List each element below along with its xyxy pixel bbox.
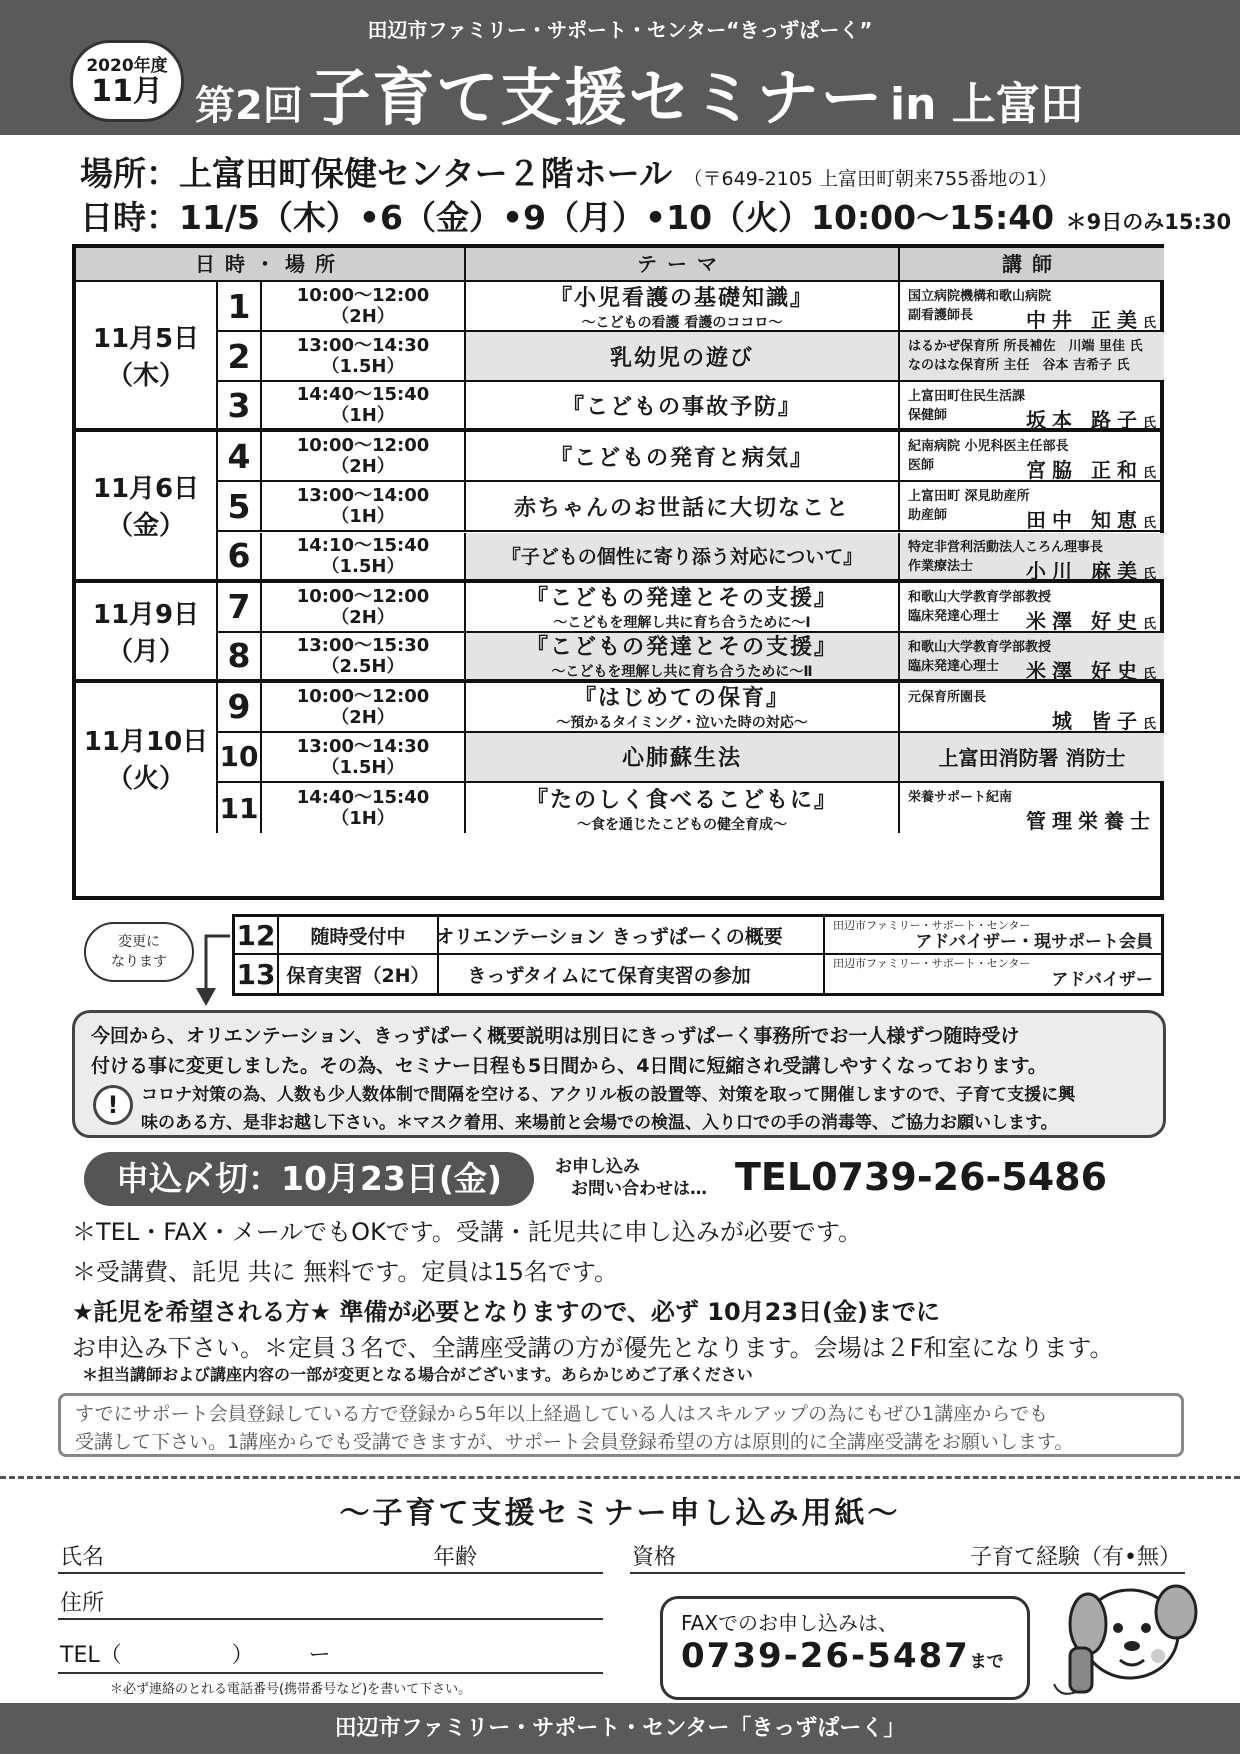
session-instructor [900,332,1164,382]
extra-name: アドバイザー・現サポート会員 [915,932,1153,952]
bubble-line-2: なります [111,954,167,970]
theme-title: 赤ちゃんのお世話に大切なこと [513,495,850,521]
venue-label: 場所：上富田町保健センター２階ホール [80,154,673,193]
session-instructor [900,432,1164,482]
session-time [262,282,466,332]
extra-instructor [825,917,1161,955]
session-number: 10 [218,733,262,783]
session-theme [466,533,900,583]
honorific: 氏 [1142,666,1156,682]
qualification-field[interactable] [630,1536,1185,1574]
session-instructor [900,533,1164,583]
event-dates [80,192,1231,239]
instructor-name-text: 小川 麻美 [1026,558,1143,583]
instructor-name-text: 坂本 路子 [1026,408,1143,433]
notice-line-4: 味のある方、是非お越し下さい。＊マスク着用、来場前と会場での検温、入り口での手の消毒等、ご協力お願いします。 [141,1113,1058,1133]
extra-no: 12 [235,917,279,955]
instructor-org: 和歌山大学教育学部教授 [908,639,1052,655]
phone-number: TEL0739-26-5486 [735,1155,1108,1199]
mascot-dog-icon [1040,1572,1220,1702]
session-theme [466,633,900,683]
day-cell [76,432,218,582]
instructor-name-text: 城 皆子 [1052,708,1143,733]
extra-label: 随時受付中 [279,917,439,955]
cut-line [0,1476,1240,1479]
year-month-badge [70,40,184,122]
time-range: 14:10〜15:40 [296,534,430,556]
session-time [262,382,466,432]
instructor-name-text: 中井 正美 [1026,308,1143,332]
session-theme [466,332,900,382]
day-weekday: （金） [106,511,185,542]
day-weekday: （月） [106,636,185,667]
instructor-org: 紀南病院 小児科医主任部長 [908,439,1069,455]
session-instructor [900,683,1164,733]
deadline-badge: 申込〆切：10月23日(金) [84,1152,534,1206]
session-time [262,482,466,532]
year-label: 2020年度 [86,56,168,76]
instructor-org: 元保育所園長 [908,689,987,705]
instructor-name [1026,805,1156,834]
session-time [262,533,466,583]
session-theme [466,783,900,833]
instructor-role: 臨床発達心理士 [908,658,1000,674]
instructor-role: 副看護師長 [908,308,974,323]
day-cell [76,583,218,683]
bubble-line-1: 変更に [118,934,160,950]
session-number: 8 [218,633,262,683]
name-field[interactable] [58,1536,603,1574]
instructor-org: 上富田町 深見助産所 [908,489,1030,505]
time-duration: （2H） [331,306,395,328]
instructor-name [1026,655,1156,684]
time-range: 14:40〜15:40 [296,384,430,406]
info-line-4: お申込み下さい。＊定員３名で、全講座受講の方が優先となります。会場は２F和室になります。 [72,1334,1114,1362]
time-range: 13:00〜14:00 [296,485,430,507]
instructor-name [1052,705,1156,734]
month-label: 11月 [91,74,163,109]
day-date: 11月10日 [83,726,209,757]
skill-line-2: 受講して下さい。1講座からでも受講できますが、サポート会員登録希望の方は原則的に全講座受講をお願いします。 [75,1431,1074,1453]
fax-label: FAXでのお申し込みは、 [681,1611,899,1635]
time-duration: （2H） [331,456,395,478]
extra-name: アドバイザー [1051,970,1153,990]
extra-org: 田辺市ファミリー・サポート・センター [833,957,1031,970]
session-instructor [900,382,1164,432]
extra-org: 田辺市ファミリー・サポート・センター [833,919,1031,932]
time-duration: （1H） [331,506,395,528]
theme-subtitle: 〜こどもを理解し共に育ち合うために〜Ⅰ [553,615,811,632]
info-line-1: ＊TEL・FAX・メールでもOKです。受講・託児共に申し込みが必要です。 [72,1218,862,1246]
dates-label: 日時：11/5（木）•6（金）•9（月）•10（火）10:00〜15:40 [80,198,1055,237]
tel-note: ＊必ず連絡のとれる電話番号(携帯番号など)を書いて下さい。 [110,1682,472,1697]
contact-line-1: お申し込み [555,1157,640,1177]
contact-label [555,1156,707,1200]
day-weekday: （火） [106,763,185,794]
info-line-3: ★託児を希望される方★ 準備が必要となりますので、必ず 10月23日(金)までに [72,1298,940,1326]
header-theme: テーマ [466,248,900,282]
honorific: 氏 [1142,566,1156,582]
session-number: 5 [218,482,262,532]
schedule-table [72,244,1164,900]
instructor-org: 和歌山大学教育学部教授 [908,589,1052,605]
theme-title: 『こどもの事故予防』 [561,394,802,420]
notice-line-1: 今回から、オリエンテーション、きっずぱーく概要説明は別日にきっずぱーく事務所でお一人様ずつ随時受け [91,1025,1020,1047]
instructor-line [908,304,1156,332]
instructor-name-text: 米澤 好史 [1026,658,1143,683]
instructor-name [1026,404,1156,433]
instructor-role: 作業療法士 [908,558,974,574]
theme-title: 『こどもの発達とその支援』 [525,635,838,661]
instructor-name: 上富田消防署 消防士 [938,746,1126,771]
honorific: 氏 [1142,416,1156,432]
experience-label: 子育て経験（有•無） [970,1545,1181,1570]
day-weekday: （木） [106,361,185,392]
session-number: 4 [218,432,262,482]
instructor-line [908,555,1156,583]
theme-title: 『こどもの発達とその支援』 [525,586,838,612]
time-duration: （2H） [331,706,395,728]
instructor-line [908,404,1156,433]
session-instructor [900,733,1164,783]
page-title [195,48,1084,137]
address-field[interactable] [58,1582,603,1620]
session-instructor [900,583,1164,633]
instructor-org: 上富田町住民生活課 [908,389,1026,405]
change-bubble [84,922,194,982]
instructor-name-text: 米澤 好史 [1026,608,1143,633]
venue [80,148,1057,195]
session-time [262,683,466,733]
title-suffix: in 上富田 [890,79,1084,130]
time-duration: （1H） [331,405,395,427]
header-instructor: 講師 [900,248,1164,282]
skillup-box [58,1393,1184,1457]
session-instructor [900,783,1164,833]
day-cell [76,282,218,432]
footer-band: 田辺市ファミリー・サポート・センター「きっずぱーく」 [0,1703,1240,1754]
theme-title: 『小児看護の基礎知識』 [549,285,814,311]
time-duration: （2.5H） [321,655,405,677]
session-time [262,583,466,633]
notice-line-2: 付ける事に変更しました。その為、セミナー日程も5日間から、4日間に短縮され受講しやすくなっております。 [91,1055,1047,1077]
fax-box [660,1596,1030,1700]
honorific: 氏 [1142,466,1156,482]
instructor-name-text: 田中 知恵 [1026,508,1143,533]
session-theme [466,282,900,332]
time-range: 14:40〜15:40 [296,787,430,809]
time-range: 10:00〜12:00 [296,435,430,457]
session-number: 1 [218,282,262,332]
instructor-role: なのはな保育所 主任 谷本 吉希子 氏 [908,358,1130,374]
theme-title: 『たのしく食べるこどもに』 [525,787,838,813]
venue-address: （〒649-2105 上富田町朝来755番地の1） [683,168,1058,190]
instructor-line [908,605,1156,633]
extra-no: 13 [235,955,279,993]
title-main: 子育て支援セミナー [308,61,885,134]
instructor-name [1026,605,1156,634]
instructor-role: 保健師 [908,408,948,424]
session-time [262,783,466,833]
instructor-org: 国立病院機構和歌山病院 [908,289,1052,304]
session-number: 11 [218,783,262,833]
session-theme [466,432,900,482]
instructor-name [1026,504,1156,533]
theme-subtitle: 〜こどもを理解し共に育ち合うために〜Ⅱ [551,664,813,681]
session-number: 6 [218,533,262,583]
session-instructor [900,482,1164,532]
time-duration: （1.5H） [321,356,405,378]
qualification-label: 資格 [632,1545,677,1570]
time-duration: （1.5H） [321,555,405,577]
day-cell [76,683,218,833]
instructor-name [1026,555,1156,584]
instructor-name [1026,454,1156,483]
instructor-line [908,655,1156,683]
dates-note: ＊9日のみ15:30 [1065,210,1232,234]
extra-sessions [232,914,1164,996]
session-theme [466,683,900,733]
session-theme [466,583,900,633]
instructor-role: 助産師 [908,508,948,524]
session-time [262,432,466,482]
instructor-line [908,504,1156,533]
title-prefix: 第2回 [195,83,303,129]
time-duration: （2H） [331,606,395,628]
theme-title: 乳幼児の遊び [609,345,754,371]
theme-subtitle: 〜こどもの看護 看護のココロ〜 [581,314,783,331]
session-theme [466,382,900,432]
instructor-line [908,454,1156,483]
tel-label: TEL（ ） ー [60,1643,331,1668]
age-label: 年齢 [433,1545,478,1570]
info-line-2: ＊受講費、託児 共に 無料です。定員は15名です。 [72,1258,618,1286]
honorific: 氏 [1142,616,1156,632]
theme-title: 『こどもの発育と病気』 [549,445,814,471]
time-range: 10:00〜12:00 [296,285,430,307]
session-instructor [900,282,1164,332]
instructor-org: はるかぜ保育所 所長補佐 川端 里佳 氏 [908,339,1143,355]
contact-line-2: お問い合わせは… [571,1179,707,1199]
instructor-role: 臨床発達心理士 [908,608,1000,624]
day-date: 11月9日 [92,599,200,630]
theme-title: 心肺蘇生法 [621,746,742,772]
time-duration: （1.5H） [321,756,405,778]
skill-line-1: すでにサポート会員登録している方で登録から5年以上経過している人はスキルアップの為にもぜひ1講座からでも [75,1403,1049,1425]
instructor-org: 栄養サポート紀南 [908,790,1013,805]
extra-label: 保育実習（2H） [279,955,439,993]
session-number: 7 [218,583,262,633]
time-range: 10:00〜12:00 [296,585,430,607]
time-range: 13:00〜14:30 [296,335,430,357]
notice-line-3: コロナ対策の為、人数も少人数体制で間隔を空ける、アクリル板の設置等、対策を取って開催しますので、子育て支援に興 [141,1085,1076,1105]
extra-instructor [825,955,1161,993]
day-date: 11月5日 [92,324,200,355]
fax-suffix: まで [969,1652,1004,1672]
header-date: 日時・場所 [76,248,466,282]
notice-box [72,1010,1166,1138]
session-theme [466,733,900,783]
form-title: 〜子育て支援セミナー申し込み用紙〜 [339,1496,901,1531]
organizer-name: 田辺市ファミリー・サポート・センター“きっずぱーく” [367,18,873,42]
session-time [262,332,466,382]
exclamation-icon: ! [93,1085,133,1125]
session-time [262,733,466,783]
address-label: 住所 [60,1591,105,1616]
session-number: 3 [218,382,262,432]
session-instructor [900,633,1164,683]
theme-subtitle: 〜食を通じたこどもの健全育成〜 [577,816,787,833]
honorific: 氏 [1142,316,1156,331]
time-range: 13:00〜14:30 [296,735,430,757]
tel-field[interactable] [58,1630,603,1674]
time-range: 10:00〜12:00 [296,685,430,707]
session-number: 9 [218,683,262,733]
day-date: 11月6日 [92,474,200,505]
fax-number: 0739-26-5487 [681,1636,970,1676]
instructor-name-text: 管理栄養士 [1026,809,1156,833]
change-note: ＊担当講師および講座内容の一部が変更となる場合がございます。あらかじめご了承ください [82,1365,753,1384]
theme-title: 『子どもの個性に寄り添う対応について』 [501,546,863,569]
honorific: 氏 [1142,516,1156,532]
instructor-org: 特定非営利活動法人ころん理事長 [908,539,1104,555]
extra-theme: きっずタイムにて保育実習の参加 [395,955,825,993]
extra-theme: オリエンテーション きっずぱーくの概要 [395,917,825,955]
session-theme [466,482,900,532]
honorific: 氏 [1142,716,1156,732]
session-number: 2 [218,332,262,382]
time-range: 13:00〜15:30 [296,634,430,656]
session-time [262,633,466,683]
time-duration: （1H） [331,808,395,830]
instructor-line [908,354,1156,373]
theme-title: 『はじめての保育』 [573,686,790,712]
name-label: 氏名 [60,1545,105,1570]
theme-subtitle: 〜預かるタイミング・泣いた時の対応〜 [556,715,808,732]
instructor-name [1026,304,1156,333]
instructor-name-text: 宮脇 正和 [1026,458,1143,483]
instructor-role: 医師 [908,458,935,474]
